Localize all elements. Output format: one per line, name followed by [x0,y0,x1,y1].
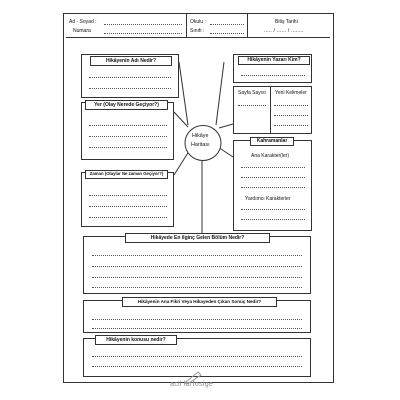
author-label: Hikâyenin Yazarı Kim? [238,56,310,65]
time-line[interactable] [89,206,167,207]
main-idea-line[interactable] [92,319,302,320]
helper-character-line[interactable] [241,209,305,210]
main-idea-line[interactable] [92,328,302,329]
time-label: Zaman (Olaylar Ne zaman Geçiyor?) [85,170,168,179]
new-words-line[interactable] [274,105,308,106]
setting-line[interactable] [89,147,167,148]
finish-date-label: Bitiş Tarihi [275,19,298,25]
setting-label: Yer (Olay Nerede Geçiyor?) [85,100,168,110]
main-idea-label: Hikâyenin Ana Fikri Veya Hikayeden Çıkan Sonuç Nedir? [122,297,277,307]
main-character-line[interactable] [241,177,305,178]
time-line[interactable] [89,217,167,218]
author-line[interactable] [241,75,305,76]
new-words-line[interactable] [274,115,308,116]
new-words-line[interactable] [274,125,308,126]
name-label: Ad - Soyad : [69,19,97,25]
new-words-label: Yeni Kelimeler [275,90,307,96]
main-character-line[interactable] [241,187,305,188]
setting-box [81,102,174,160]
center-title-line-2: Haritası [191,142,210,148]
characters-box [233,140,312,231]
page-count-label: Sayfa Sayısı [238,90,267,96]
favorite-part-line[interactable] [92,266,302,267]
story-map-worksheet [63,13,334,383]
page-count-line[interactable] [238,105,266,106]
favorite-part-line[interactable] [92,287,302,288]
topic-line[interactable] [92,356,302,357]
center-title-line-1: Hikâye [192,133,209,139]
helper-characters-label: Yardımcı Karakterler [245,196,291,202]
story-name-line[interactable] [89,88,171,89]
story-name-label: Hikâyenin Adı Nedir? [90,56,172,66]
time-line[interactable] [89,195,167,196]
watermark-text: acil larfosige [170,381,214,388]
topic-label: Hikâyenin konusu nedir? [95,335,177,345]
finish-date-field[interactable]: ..... / ...... / ........ [264,28,304,34]
number-label: Numara [73,28,91,34]
story-name-line[interactable] [89,77,171,78]
helper-character-line[interactable] [241,219,305,220]
time-box [81,172,174,227]
page-words-divider [270,87,271,134]
school-label: Okulu : [190,19,206,25]
topic-line[interactable] [92,366,302,367]
main-character-line[interactable] [241,167,305,168]
characters-label: Kahramanlar [250,137,294,146]
favorite-part-box [83,236,311,294]
page-count-new-words-box [233,86,312,134]
favorite-part-line[interactable] [92,277,302,278]
class-label: Sınıfı : [190,28,205,34]
favorite-part-line[interactable] [92,255,302,256]
main-characters-label: Ana Karakter(ler) [251,153,290,159]
favorite-part-label: Hikâyede En ilginç Gelen Bölüm Nedir? [125,233,270,243]
setting-line[interactable] [89,136,167,137]
setting-line[interactable] [89,125,167,126]
